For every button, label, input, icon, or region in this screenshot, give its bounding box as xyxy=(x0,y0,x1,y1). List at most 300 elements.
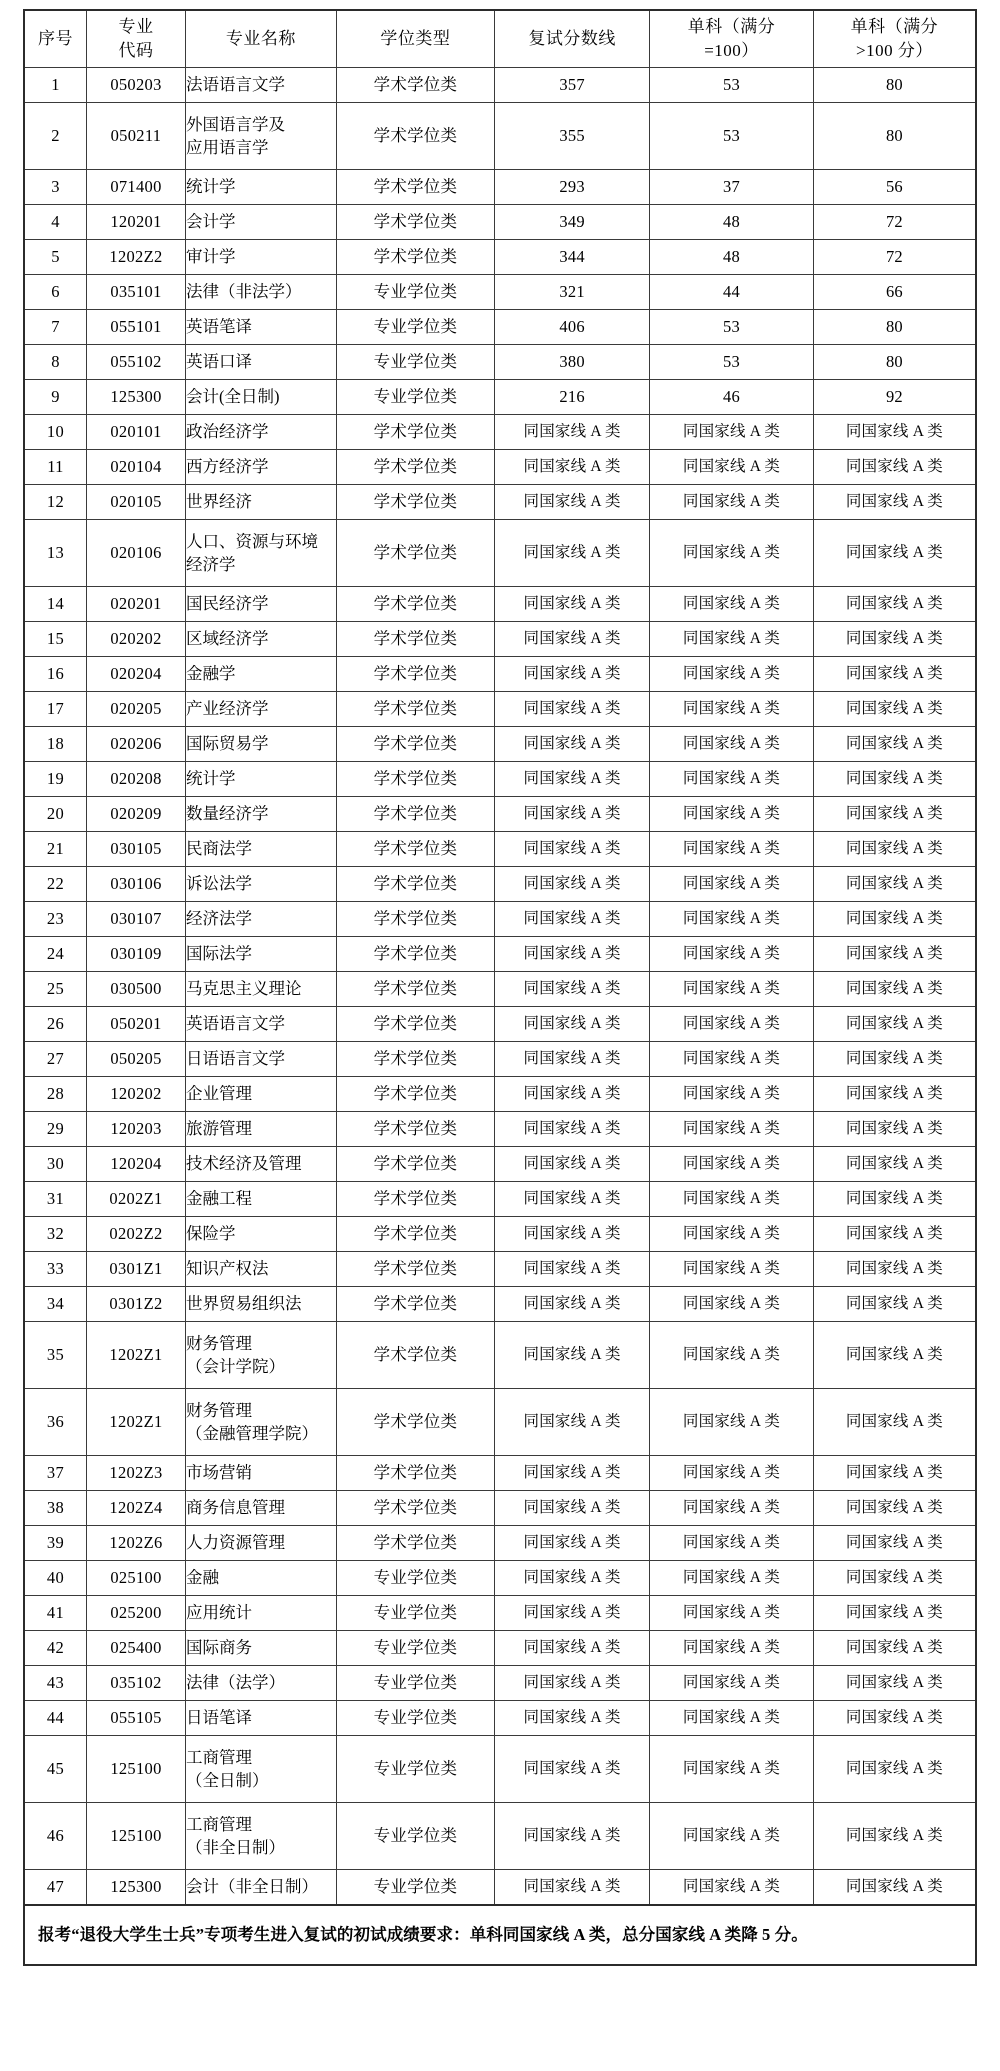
cell-subject-max-100: 同国家线 A 类 xyxy=(650,587,814,622)
cell-sequence-number: 20 xyxy=(24,797,86,832)
cell-degree-type: 学术学位类 xyxy=(336,762,494,797)
cell-major-code: 020202 xyxy=(86,622,185,657)
cell-subject-over-100: 同国家线 A 类 xyxy=(813,1287,976,1322)
cell-subject-max-100: 同国家线 A 类 xyxy=(650,485,814,520)
cell-subject-max-100: 同国家线 A 类 xyxy=(650,1666,814,1701)
cell-total-score: 同国家线 A 类 xyxy=(495,1182,650,1217)
table-row xyxy=(24,103,976,170)
table-row xyxy=(24,1112,976,1147)
cell-total-score: 同国家线 A 类 xyxy=(495,1526,650,1561)
cell-major-code: 020104 xyxy=(86,450,185,485)
table-row xyxy=(24,1252,976,1287)
cell-degree-type: 专业学位类 xyxy=(336,1870,494,1906)
cell-major-name xyxy=(186,867,337,902)
cell-subject-over-100: 同国家线 A 类 xyxy=(813,1526,976,1561)
cell-major-name xyxy=(186,170,337,205)
cell-subject-max-100: 同国家线 A 类 xyxy=(650,1561,814,1596)
cell-subject-over-100: 同国家线 A 类 xyxy=(813,1596,976,1631)
major-name-line: 经济学 xyxy=(186,555,236,574)
cell-subject-max-100: 同国家线 A 类 xyxy=(650,1456,814,1491)
cell-major-name xyxy=(186,1736,337,1803)
table-row xyxy=(24,692,976,727)
cell-subject-over-100: 72 xyxy=(813,240,976,275)
cell-total-score: 同国家线 A 类 xyxy=(495,867,650,902)
cell-major-code: 1202Z1 xyxy=(86,1389,185,1456)
table-row xyxy=(24,415,976,450)
cell-degree-type: 专业学位类 xyxy=(336,310,494,345)
cell-subject-max-100: 44 xyxy=(650,275,814,310)
major-name-line: 经济法学 xyxy=(186,909,253,929)
cell-degree-type: 学术学位类 xyxy=(336,727,494,762)
cell-major-code: 0202Z1 xyxy=(86,1182,185,1217)
cell-major-code: 0202Z2 xyxy=(86,1217,185,1252)
cell-subject-over-100: 同国家线 A 类 xyxy=(813,1252,976,1287)
major-name-line: 英语笔译 xyxy=(186,317,253,337)
table-row xyxy=(24,657,976,692)
cell-major-code: 020105 xyxy=(86,485,185,520)
cell-major-code: 035102 xyxy=(86,1666,185,1701)
cell-total-score: 同国家线 A 类 xyxy=(495,485,650,520)
cell-subject-over-100: 同国家线 A 类 xyxy=(813,727,976,762)
cell-major-code: 071400 xyxy=(86,170,185,205)
table-row xyxy=(24,1870,976,1906)
cell-degree-type: 学术学位类 xyxy=(336,1456,494,1491)
cell-major-name xyxy=(186,205,337,240)
cell-degree-type: 学术学位类 xyxy=(336,902,494,937)
cell-major-name xyxy=(186,240,337,275)
major-name-line: 旅游管理 xyxy=(186,1119,253,1139)
column-header-line: 专业名称 xyxy=(225,28,296,48)
cell-degree-type: 学术学位类 xyxy=(336,1389,494,1456)
cell-subject-over-100: 同国家线 A 类 xyxy=(813,1561,976,1596)
major-name-line: 应用统计 xyxy=(186,1603,253,1623)
cell-major-name xyxy=(186,972,337,1007)
cell-subject-max-100: 同国家线 A 类 xyxy=(650,450,814,485)
cell-major-code: 035101 xyxy=(86,275,185,310)
admission-score-table xyxy=(23,9,977,1966)
table-row xyxy=(24,972,976,1007)
cell-degree-type: 学术学位类 xyxy=(336,1287,494,1322)
cell-subject-max-100: 同国家线 A 类 xyxy=(650,520,814,587)
cell-major-code: 020204 xyxy=(86,657,185,692)
cell-sequence-number: 45 xyxy=(24,1736,86,1803)
cell-sequence-number: 36 xyxy=(24,1389,86,1456)
cell-total-score: 380 xyxy=(495,345,650,380)
cell-major-name xyxy=(186,1870,337,1906)
table-row xyxy=(24,1042,976,1077)
cell-total-score: 同国家线 A 类 xyxy=(495,1666,650,1701)
cell-major-code: 050205 xyxy=(86,1042,185,1077)
cell-subject-over-100: 同国家线 A 类 xyxy=(813,832,976,867)
cell-degree-type: 专业学位类 xyxy=(336,1666,494,1701)
table-row xyxy=(24,1701,976,1736)
cell-subject-max-100: 53 xyxy=(650,68,814,103)
cell-major-code: 125300 xyxy=(86,1870,185,1906)
cell-subject-max-100: 同国家线 A 类 xyxy=(650,1217,814,1252)
cell-sequence-number: 29 xyxy=(24,1112,86,1147)
cell-major-name xyxy=(186,1666,337,1701)
cell-subject-max-100: 同国家线 A 类 xyxy=(650,1596,814,1631)
cell-sequence-number: 2 xyxy=(24,103,86,170)
cell-subject-over-100: 同国家线 A 类 xyxy=(813,415,976,450)
cell-degree-type: 专业学位类 xyxy=(336,1561,494,1596)
cell-major-name xyxy=(186,1803,337,1870)
major-name-line: 财务管理 xyxy=(186,1333,253,1353)
cell-total-score: 406 xyxy=(495,310,650,345)
column-header-sub100 xyxy=(650,10,814,68)
column-header-line: 学位类型 xyxy=(380,28,451,48)
cell-major-name xyxy=(186,68,337,103)
cell-major-code: 020205 xyxy=(86,692,185,727)
table-row xyxy=(24,1456,976,1491)
table-row xyxy=(24,867,976,902)
cell-degree-type: 专业学位类 xyxy=(336,345,494,380)
table-row xyxy=(24,1561,976,1596)
cell-degree-type: 学术学位类 xyxy=(336,972,494,1007)
table-row xyxy=(24,1631,976,1666)
cell-degree-type: 专业学位类 xyxy=(336,1631,494,1666)
cell-major-name xyxy=(186,1631,337,1666)
table-row xyxy=(24,345,976,380)
cell-sequence-number: 11 xyxy=(24,450,86,485)
cell-total-score: 同国家线 A 类 xyxy=(495,1701,650,1736)
major-name-line: 企业管理 xyxy=(186,1084,253,1104)
cell-total-score: 同国家线 A 类 xyxy=(495,520,650,587)
major-name-line: 国民经济学 xyxy=(186,594,269,614)
cell-major-code: 120202 xyxy=(86,1077,185,1112)
major-name-line: 技术经济及管理 xyxy=(186,1154,302,1174)
cell-major-code: 050203 xyxy=(86,68,185,103)
cell-major-name xyxy=(186,1322,337,1389)
cell-degree-type: 学术学位类 xyxy=(336,797,494,832)
cell-total-score: 同国家线 A 类 xyxy=(495,1217,650,1252)
cell-total-score: 同国家线 A 类 xyxy=(495,902,650,937)
table-row xyxy=(24,450,976,485)
cell-major-code: 050211 xyxy=(86,103,185,170)
cell-major-name xyxy=(186,1561,337,1596)
cell-total-score: 同国家线 A 类 xyxy=(495,1112,650,1147)
table-row xyxy=(24,1491,976,1526)
cell-total-score: 349 xyxy=(495,205,650,240)
cell-total-score: 同国家线 A 类 xyxy=(495,1561,650,1596)
cell-subject-over-100: 同国家线 A 类 xyxy=(813,1870,976,1906)
major-name-line: 统计学 xyxy=(186,769,236,789)
cell-subject-max-100: 48 xyxy=(650,240,814,275)
major-name-line: （非全日制） xyxy=(186,1838,286,1857)
cell-major-code: 0301Z2 xyxy=(86,1287,185,1322)
column-header-total xyxy=(495,10,650,68)
cell-subject-over-100: 同国家线 A 类 xyxy=(813,587,976,622)
cell-total-score: 同国家线 A 类 xyxy=(495,937,650,972)
table-row xyxy=(24,485,976,520)
cell-major-name xyxy=(186,1077,337,1112)
cell-total-score: 同国家线 A 类 xyxy=(495,622,650,657)
cell-major-name xyxy=(186,762,337,797)
cell-major-name xyxy=(186,587,337,622)
cell-degree-type: 学术学位类 xyxy=(336,1252,494,1287)
cell-major-name xyxy=(186,310,337,345)
cell-subject-max-100: 同国家线 A 类 xyxy=(650,972,814,1007)
cell-subject-max-100: 同国家线 A 类 xyxy=(650,1526,814,1561)
cell-major-code: 025400 xyxy=(86,1631,185,1666)
cell-major-name xyxy=(186,797,337,832)
cell-sequence-number: 8 xyxy=(24,345,86,380)
cell-major-name xyxy=(186,1456,337,1491)
cell-sequence-number: 13 xyxy=(24,520,86,587)
major-name-line: （金融管理学院） xyxy=(186,1424,319,1443)
table-row xyxy=(24,68,976,103)
table-row xyxy=(24,1007,976,1042)
cell-subject-max-100: 同国家线 A 类 xyxy=(650,1007,814,1042)
cell-subject-max-100: 同国家线 A 类 xyxy=(650,692,814,727)
cell-major-name xyxy=(186,450,337,485)
cell-subject-over-100: 同国家线 A 类 xyxy=(813,1217,976,1252)
cell-total-score: 同国家线 A 类 xyxy=(495,797,650,832)
cell-sequence-number: 43 xyxy=(24,1666,86,1701)
cell-subject-over-100: 80 xyxy=(813,310,976,345)
cell-sequence-number: 10 xyxy=(24,415,86,450)
cell-major-code: 055101 xyxy=(86,310,185,345)
cell-major-name xyxy=(186,380,337,415)
cell-total-score: 同国家线 A 类 xyxy=(495,1147,650,1182)
cell-sequence-number: 25 xyxy=(24,972,86,1007)
cell-sequence-number: 35 xyxy=(24,1322,86,1389)
cell-total-score: 293 xyxy=(495,170,650,205)
cell-major-name xyxy=(186,937,337,972)
cell-degree-type: 专业学位类 xyxy=(336,380,494,415)
cell-degree-type: 学术学位类 xyxy=(336,937,494,972)
cell-total-score: 同国家线 A 类 xyxy=(495,1042,650,1077)
cell-subject-max-100: 53 xyxy=(650,310,814,345)
cell-subject-max-100: 同国家线 A 类 xyxy=(650,762,814,797)
major-name-line: 知识产权法 xyxy=(186,1259,269,1279)
column-header-code xyxy=(86,10,185,68)
cell-subject-max-100: 同国家线 A 类 xyxy=(650,1631,814,1666)
cell-sequence-number: 46 xyxy=(24,1803,86,1870)
major-name-line: 财务管理 xyxy=(186,1400,253,1420)
cell-major-code: 020208 xyxy=(86,762,185,797)
cell-major-code: 025200 xyxy=(86,1596,185,1631)
cell-major-name xyxy=(186,657,337,692)
cell-total-score: 同国家线 A 类 xyxy=(495,1252,650,1287)
cell-degree-type: 学术学位类 xyxy=(336,450,494,485)
cell-total-score: 同国家线 A 类 xyxy=(495,1077,650,1112)
cell-subject-over-100: 72 xyxy=(813,205,976,240)
column-header-line: =100） xyxy=(704,41,759,60)
cell-sequence-number: 16 xyxy=(24,657,86,692)
cell-degree-type: 专业学位类 xyxy=(336,275,494,310)
major-name-line: 马克思主义理论 xyxy=(186,979,302,999)
cell-total-score: 同国家线 A 类 xyxy=(495,1287,650,1322)
cell-major-name xyxy=(186,275,337,310)
cell-total-score: 同国家线 A 类 xyxy=(495,587,650,622)
cell-subject-over-100: 56 xyxy=(813,170,976,205)
cell-major-name xyxy=(186,1147,337,1182)
cell-major-name xyxy=(186,1701,337,1736)
cell-major-code: 125300 xyxy=(86,380,185,415)
cell-sequence-number: 9 xyxy=(24,380,86,415)
column-header-line: 专业 xyxy=(118,16,154,36)
table-row xyxy=(24,797,976,832)
cell-degree-type: 专业学位类 xyxy=(336,1701,494,1736)
cell-subject-max-100: 同国家线 A 类 xyxy=(650,1803,814,1870)
cell-subject-over-100: 92 xyxy=(813,380,976,415)
cell-total-score: 355 xyxy=(495,103,650,170)
cell-total-score: 同国家线 A 类 xyxy=(495,415,650,450)
cell-major-name xyxy=(186,485,337,520)
cell-sequence-number: 19 xyxy=(24,762,86,797)
cell-sequence-number: 32 xyxy=(24,1217,86,1252)
cell-total-score: 同国家线 A 类 xyxy=(495,1736,650,1803)
cell-total-score: 同国家线 A 类 xyxy=(495,832,650,867)
cell-total-score: 同国家线 A 类 xyxy=(495,1596,650,1631)
cell-sequence-number: 17 xyxy=(24,692,86,727)
cell-sequence-number: 31 xyxy=(24,1182,86,1217)
cell-degree-type: 专业学位类 xyxy=(336,1803,494,1870)
major-name-line: 产业经济学 xyxy=(186,699,269,719)
cell-major-name xyxy=(186,692,337,727)
cell-subject-over-100: 80 xyxy=(813,345,976,380)
major-name-line: 法语语言文学 xyxy=(186,75,286,95)
cell-sequence-number: 40 xyxy=(24,1561,86,1596)
column-header-line: >100 分） xyxy=(855,41,933,60)
cell-total-score: 321 xyxy=(495,275,650,310)
cell-major-code: 125100 xyxy=(86,1803,185,1870)
major-name-line: 人力资源管理 xyxy=(186,1533,286,1553)
cell-sequence-number: 14 xyxy=(24,587,86,622)
cell-sequence-number: 3 xyxy=(24,170,86,205)
table-row xyxy=(24,727,976,762)
cell-subject-max-100: 53 xyxy=(650,345,814,380)
cell-sequence-number: 6 xyxy=(24,275,86,310)
major-name-line: 政治经济学 xyxy=(186,422,269,442)
cell-subject-over-100: 同国家线 A 类 xyxy=(813,622,976,657)
cell-subject-max-100: 同国家线 A 类 xyxy=(650,797,814,832)
cell-major-name xyxy=(186,622,337,657)
cell-sequence-number: 27 xyxy=(24,1042,86,1077)
cell-degree-type: 学术学位类 xyxy=(336,1042,494,1077)
cell-major-name xyxy=(186,902,337,937)
major-name-line: 法律（非法学） xyxy=(186,282,302,302)
cell-subject-over-100: 同国家线 A 类 xyxy=(813,1456,976,1491)
cell-subject-max-100: 同国家线 A 类 xyxy=(650,832,814,867)
cell-degree-type: 学术学位类 xyxy=(336,692,494,727)
cell-sequence-number: 12 xyxy=(24,485,86,520)
cell-subject-max-100: 46 xyxy=(650,380,814,415)
cell-major-code: 0301Z1 xyxy=(86,1252,185,1287)
cell-major-code: 020106 xyxy=(86,520,185,587)
major-name-line: 国际法学 xyxy=(186,944,253,964)
cell-sequence-number: 47 xyxy=(24,1870,86,1906)
cell-subject-over-100: 同国家线 A 类 xyxy=(813,657,976,692)
cell-subject-over-100: 同国家线 A 类 xyxy=(813,1701,976,1736)
cell-major-name xyxy=(186,1596,337,1631)
cell-total-score: 同国家线 A 类 xyxy=(495,1322,650,1389)
major-name-line: 工商管理 xyxy=(186,1814,253,1834)
cell-major-code: 120201 xyxy=(86,205,185,240)
cell-subject-over-100: 同国家线 A 类 xyxy=(813,1007,976,1042)
table-row xyxy=(24,937,976,972)
table-row xyxy=(24,1389,976,1456)
cell-major-name xyxy=(186,103,337,170)
major-name-line: 诉讼法学 xyxy=(186,874,253,894)
cell-subject-max-100: 37 xyxy=(650,170,814,205)
cell-major-code: 125100 xyxy=(86,1736,185,1803)
cell-total-score: 同国家线 A 类 xyxy=(495,692,650,727)
table-row xyxy=(24,1596,976,1631)
cell-subject-max-100: 48 xyxy=(650,205,814,240)
cell-major-code: 1202Z4 xyxy=(86,1491,185,1526)
cell-subject-over-100: 同国家线 A 类 xyxy=(813,1112,976,1147)
major-name-line: 金融 xyxy=(186,1568,220,1588)
cell-total-score: 216 xyxy=(495,380,650,415)
cell-subject-over-100: 同国家线 A 类 xyxy=(813,762,976,797)
cell-degree-type: 学术学位类 xyxy=(336,170,494,205)
column-header-subover xyxy=(813,10,976,68)
table-row xyxy=(24,240,976,275)
cell-subject-over-100: 同国家线 A 类 xyxy=(813,902,976,937)
cell-total-score: 同国家线 A 类 xyxy=(495,1389,650,1456)
cell-subject-over-100: 同国家线 A 类 xyxy=(813,520,976,587)
cell-subject-max-100: 同国家线 A 类 xyxy=(650,1077,814,1112)
cell-subject-max-100: 同国家线 A 类 xyxy=(650,1736,814,1803)
cell-degree-type: 专业学位类 xyxy=(336,1736,494,1803)
table-row xyxy=(24,832,976,867)
cell-subject-max-100: 同国家线 A 类 xyxy=(650,1322,814,1389)
cell-major-code: 030107 xyxy=(86,902,185,937)
cell-total-score: 344 xyxy=(495,240,650,275)
cell-subject-over-100: 同国家线 A 类 xyxy=(813,797,976,832)
table-row xyxy=(24,310,976,345)
table-row xyxy=(24,587,976,622)
column-header-line: 复试分数线 xyxy=(528,28,616,48)
cell-major-name xyxy=(186,345,337,380)
cell-subject-over-100: 同国家线 A 类 xyxy=(813,450,976,485)
cell-subject-max-100: 同国家线 A 类 xyxy=(650,1491,814,1526)
cell-major-code: 1202Z1 xyxy=(86,1322,185,1389)
cell-subject-over-100: 同国家线 A 类 xyxy=(813,1042,976,1077)
cell-total-score: 同国家线 A 类 xyxy=(495,1803,650,1870)
table-row xyxy=(24,1803,976,1870)
cell-sequence-number: 28 xyxy=(24,1077,86,1112)
cell-sequence-number: 34 xyxy=(24,1287,86,1322)
major-name-line: 统计学 xyxy=(186,177,236,197)
cell-subject-max-100: 同国家线 A 类 xyxy=(650,1389,814,1456)
cell-sequence-number: 37 xyxy=(24,1456,86,1491)
cell-total-score: 同国家线 A 类 xyxy=(495,1631,650,1666)
table-row xyxy=(24,1217,976,1252)
cell-degree-type: 专业学位类 xyxy=(336,1596,494,1631)
cell-major-name xyxy=(186,1491,337,1526)
major-name-line: 市场营销 xyxy=(186,1463,253,1483)
major-name-line: 审计学 xyxy=(186,247,236,267)
table-row xyxy=(24,1182,976,1217)
cell-sequence-number: 26 xyxy=(24,1007,86,1042)
cell-major-code: 020101 xyxy=(86,415,185,450)
cell-major-code: 1202Z6 xyxy=(86,1526,185,1561)
cell-major-name xyxy=(186,1042,337,1077)
cell-subject-max-100: 同国家线 A 类 xyxy=(650,1287,814,1322)
cell-total-score: 同国家线 A 类 xyxy=(495,657,650,692)
major-name-line: 商务信息管理 xyxy=(186,1498,286,1518)
cell-subject-over-100: 同国家线 A 类 xyxy=(813,1147,976,1182)
cell-subject-over-100: 同国家线 A 类 xyxy=(813,937,976,972)
column-header-line: 代码 xyxy=(118,41,154,60)
table-row xyxy=(24,902,976,937)
major-name-line: 工商管理 xyxy=(186,1747,253,1767)
table-row xyxy=(24,1736,976,1803)
cell-degree-type: 学术学位类 xyxy=(336,1217,494,1252)
